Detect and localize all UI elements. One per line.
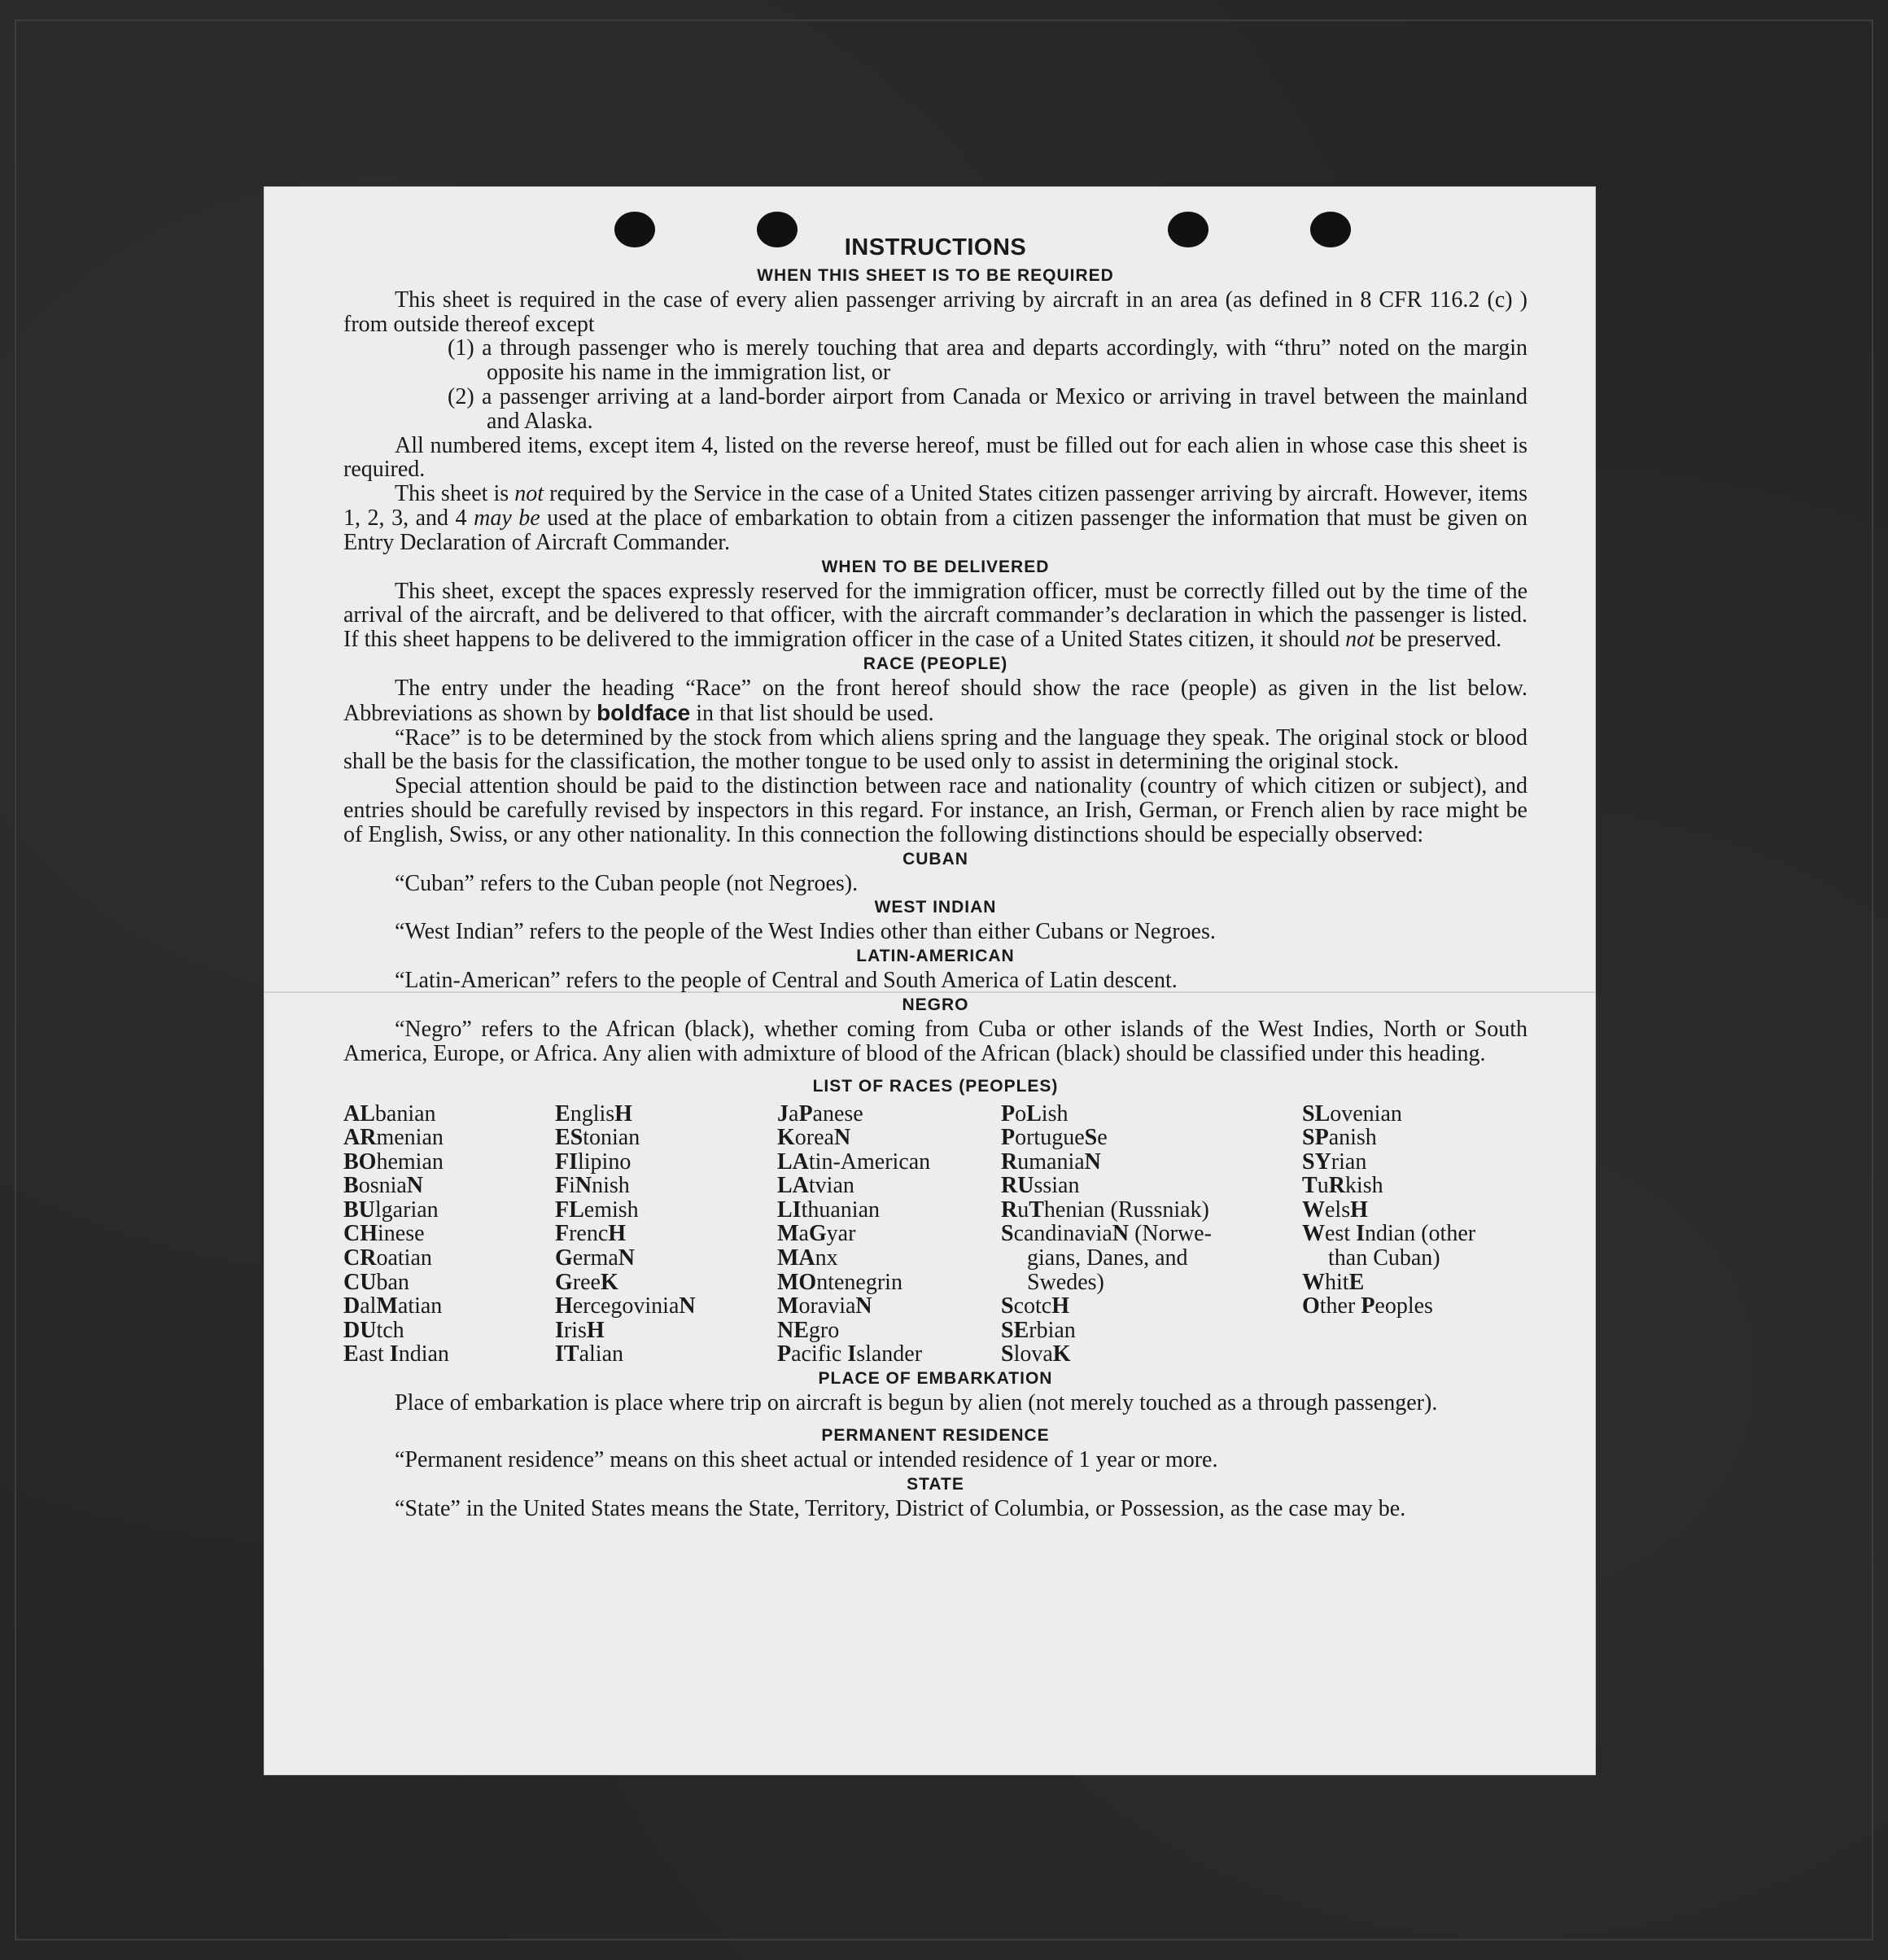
race-list-item: SYrian — [1302, 1148, 1367, 1175]
race-list-item: WhitE — [1302, 1269, 1365, 1295]
race-list-item: FLemish — [555, 1197, 639, 1223]
race-list-item: West Indian (other — [1302, 1221, 1476, 1247]
paragraph-when-required-intro: This sheet is required in the case of every alien passenger arriving by aircraft in an area (as defined in 8 CFR 116.2 (c) ) from outside thereof except — [343, 287, 1527, 337]
paragraph-race-1: The entry under the heading “Race” on the front hereof should show the race (people) as given in the list below. Abbreviations as shown by boldface in that list should be used. — [343, 675, 1527, 726]
heading-when-delivered: WHEN TO BE DELIVERED — [821, 557, 1050, 576]
exception-item-1: (1) a through passenger who is merely touching that area and departs accordingly, with “thru” noted on the margin opposite his name in the immigration list, or — [448, 335, 1527, 386]
race-list-item: ARmenian — [343, 1125, 444, 1151]
race-list-item: ScandinaviaN (Norwe- — [1001, 1221, 1212, 1247]
race-list-item: CHinese — [343, 1221, 425, 1247]
race-list-item: gians, Danes, and — [1027, 1245, 1188, 1271]
paragraph-west-indian: “West Indian” refers to the people of the West Indies other than either Cubans or Negroes. — [395, 919, 1216, 945]
race-column-1 — [343, 1102, 555, 1367]
race-list-item: BosniaN — [343, 1173, 424, 1199]
document-title: INSTRUCTIONS — [844, 234, 1027, 260]
race-list-item: FrencH — [555, 1221, 627, 1247]
race-list-item: EStonian — [555, 1125, 640, 1151]
paragraph-negro: “Negro” refers to the African (black), whether coming from Cuba or other islands of the West Indies, North or South America, Europe, or Africa. Any alien with admixture of blood of the African (black) should be classified under this heading. — [343, 1016, 1527, 1066]
race-list-item: EnglisH — [555, 1100, 632, 1127]
race-list-item: BUlgarian — [343, 1197, 439, 1223]
race-list-item: SErbian — [1001, 1317, 1076, 1343]
race-list-item: East Indian — [343, 1341, 449, 1367]
paragraph-latin-american: “Latin-American” refers to the people of Central and South America of Latin descent. — [395, 968, 1178, 994]
race-list-item: RuThenian (Russniak) — [1001, 1197, 1209, 1223]
race-list-item: SPanish — [1302, 1125, 1377, 1151]
race-list-item: LIthuanian — [777, 1197, 880, 1223]
paragraph-numbered-items: All numbered items, except item 4, listed on the reverse hereof, must be filled out for each alien in whose case this sheet is required. — [343, 432, 1527, 483]
race-list-item: BOhemian — [343, 1148, 444, 1175]
paragraph-race-2: “Race” is to be determined by the stock from which aliens spring and the language they speak. The original stock or blood shall be the basis for the classification, the mother tongue to be used only to assist in determining the original stock. — [343, 724, 1527, 775]
heading-list-of-races: LIST OF RACES (PEOPLES) — [812, 1076, 1059, 1096]
race-list-item: ScotcH — [1001, 1293, 1069, 1319]
heading-permanent-residence: PERMANENT RESIDENCE — [821, 1425, 1050, 1445]
race-list-item: SlovaK — [1001, 1341, 1071, 1367]
race-list-item: MAnx — [777, 1245, 838, 1271]
race-list-item: HercegoviniaN — [555, 1293, 696, 1319]
race-list-item: KoreaN — [777, 1125, 851, 1151]
race-list-item: TuRkish — [1302, 1173, 1383, 1199]
race-list-item: LAtin-American — [777, 1148, 931, 1175]
race-list-item: DUtch — [343, 1317, 404, 1343]
race-list-item: MaGyar — [777, 1221, 856, 1247]
document-body — [343, 236, 1527, 1520]
paragraph-permanent-residence: “Permanent residence” means on this sheet actual or intended residence of 1 year or more. — [395, 1446, 1218, 1472]
heading-state: STATE — [907, 1474, 964, 1494]
heading-west-indian: WEST INDIAN — [874, 898, 997, 917]
race-list-item: RUssian — [1001, 1173, 1080, 1199]
heading-latin-american: LATIN-AMERICAN — [856, 947, 1015, 966]
race-list-item: NEgro — [777, 1317, 840, 1343]
race-list-item: LAtvian — [777, 1173, 854, 1199]
race-list-item: PortugueSe — [1001, 1125, 1108, 1151]
race-column-4 — [1001, 1102, 1302, 1367]
race-column-3 — [777, 1102, 1001, 1367]
race-list-item: GreeK — [555, 1269, 618, 1295]
exception-item-2: (2) a passenger arriving at a land-border airport from Canada or Mexico or arriving in travel between the mainland and Alaska. — [448, 383, 1527, 434]
race-list-item: DalMatian — [343, 1293, 443, 1319]
race-list-item: Other Peoples — [1302, 1293, 1433, 1319]
race-list-item: MoraviaN — [777, 1293, 872, 1319]
race-list-item: Pacific Islander — [777, 1341, 923, 1367]
race-list-item: Swedes) — [1027, 1269, 1104, 1295]
heading-when-required: WHEN THIS SHEET IS TO BE REQUIRED — [757, 265, 1114, 285]
paragraph-citizen: This sheet is not required by the Service in the case of a United States citizen passenger arriving by aircraft. However, items 1, 2, 3, and 4 may be used at the place of embarkation to obtain from a citizen passenger the information that must be given on Entry Declaration of Aircraft Commander. — [343, 481, 1527, 555]
race-list-item: ALbanian — [343, 1100, 436, 1127]
heading-race: RACE (PEOPLE) — [863, 654, 1008, 673]
paragraph-state: “State” in the United States means the State, Territory, District of Columbia, or Possession, as the case may be. — [395, 1495, 1406, 1521]
race-list-item: ITalian — [555, 1341, 623, 1367]
document-sheet — [264, 187, 1595, 1774]
race-list-item: than Cuban) — [1328, 1245, 1440, 1271]
race-list-item: FIlipino — [555, 1148, 632, 1175]
race-list-item: FiNnish — [555, 1173, 630, 1199]
race-list-item: CUban — [343, 1269, 409, 1295]
race-list-item: GermaN — [555, 1245, 635, 1271]
heading-embarkation: PLACE OF EMBARKATION — [818, 1369, 1053, 1389]
race-column-2 — [555, 1102, 777, 1367]
heading-cuban: CUBAN — [902, 849, 968, 868]
paragraph-when-delivered: This sheet, except the spaces expressly reserved for the immigration officer, must be correctly filled out by the time of the arrival of the aircraft, and be delivered to that officer, with the aircraft commander’s declaration in which the passenger is listed. If this sheet happens to be delivered to the immigration officer in the case of a United States citizen, it should not be preserved. — [343, 578, 1527, 653]
race-column-5 — [1302, 1102, 1527, 1367]
race-list-item: CRoatian — [343, 1245, 432, 1271]
race-list-item: PoLish — [1001, 1100, 1069, 1127]
race-list — [343, 1102, 1527, 1367]
race-list-item: WelsH — [1302, 1197, 1368, 1223]
paragraph-embarkation: Place of embarkation is place where trip on aircraft is begun by alien (not merely touched as a through passenger). — [395, 1390, 1438, 1416]
race-list-item: MOntenegrin — [777, 1269, 902, 1295]
paragraph-cuban: “Cuban” refers to the Cuban people (not Negroes). — [395, 870, 859, 896]
race-list-item: IrisH — [555, 1317, 605, 1343]
paragraph-race-3: Special attention should be paid to the distinction between race and nationality (country of which citizen or subject), and entries should be carefully revised by inspectors in this regard. For instance, an Irish, German, or French alien by race might be of English, Swiss, or any other nationality. In this connection the following distinctions should be especially observed: — [343, 773, 1527, 847]
race-list-item: JaPanese — [777, 1100, 863, 1127]
race-list-item: SLovenian — [1302, 1100, 1402, 1127]
heading-negro: NEGRO — [902, 995, 969, 1014]
race-list-item: RumaniaN — [1001, 1148, 1101, 1175]
